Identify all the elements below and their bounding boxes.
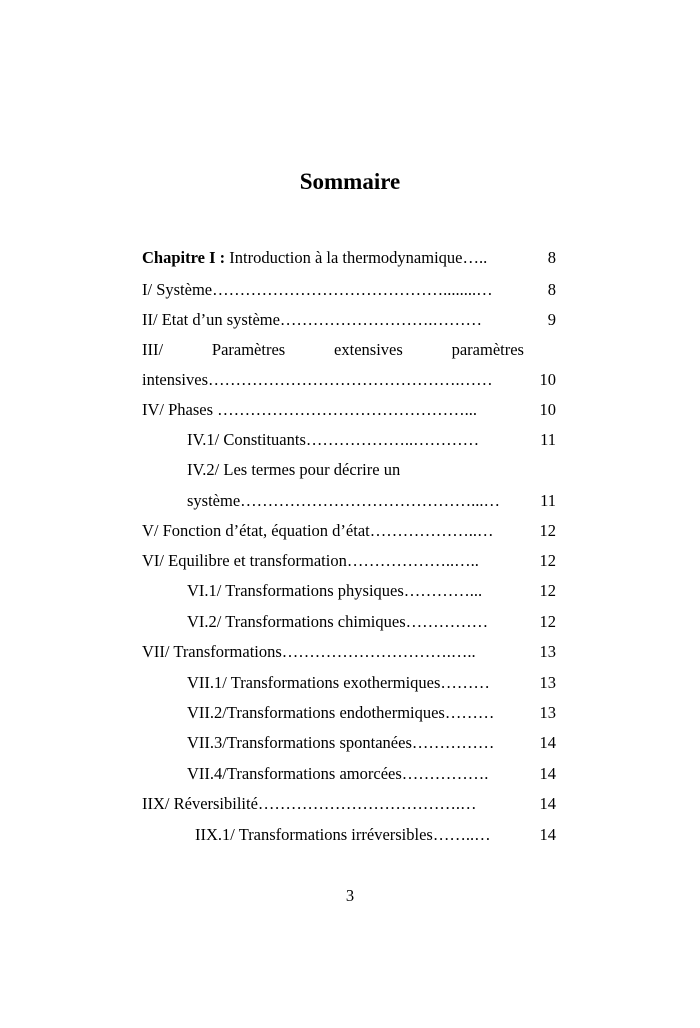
toc-entry-text: VII.4/Transformations amorcées……………. <box>187 764 489 783</box>
toc-subentry[interactable] <box>142 698 556 728</box>
toc-entry-text: VII.1/ Transformations exothermiques……… <box>187 673 490 692</box>
toc-entry[interactable] <box>142 395 556 425</box>
toc-entry[interactable] <box>142 516 556 546</box>
toc-page-number: 11 <box>540 491 556 510</box>
toc-page-number: 12 <box>539 551 556 570</box>
toc-page-number: 10 <box>539 370 556 389</box>
toc-page-number: 12 <box>539 521 556 540</box>
toc-entry[interactable] <box>142 546 556 576</box>
toc-entry-text: IIX/ Réversibilité……………………………….… <box>142 794 477 813</box>
toc-entry-wrapped-line[interactable] <box>142 335 556 365</box>
toc-entry-text: IV.2/ Les termes pour décrire un <box>187 460 401 479</box>
toc-page-number: 14 <box>539 794 556 813</box>
toc-word: paramètres <box>451 340 524 359</box>
chapter-title: Introduction à la thermodynamique….. <box>225 248 488 267</box>
toc-entry-text: intensives……………………………………….…… <box>142 370 493 389</box>
toc-word: extensives <box>334 340 403 359</box>
toc-subentry[interactable] <box>142 668 556 698</box>
toc-entry[interactable] <box>142 305 556 335</box>
toc-entry[interactable] <box>142 365 556 395</box>
toc-entry[interactable] <box>142 637 556 667</box>
toc-entry[interactable] <box>142 275 556 305</box>
toc-page-number: 12 <box>539 612 556 631</box>
toc-page-number: 14 <box>539 825 556 844</box>
toc-page-number: 14 <box>539 733 556 752</box>
toc-entry-text: I/ Système……………………………………........… <box>142 280 493 299</box>
toc-page-number: 13 <box>539 673 556 692</box>
toc-entry-text: VI/ Equilibre et transformation………………..….. <box>142 551 479 570</box>
toc-page-number: 13 <box>539 703 556 722</box>
toc-entry-chapter-1[interactable] <box>142 243 556 273</box>
toc-page-number: 13 <box>539 642 556 661</box>
page-title: Sommaire <box>299 169 401 194</box>
toc-subentry[interactable] <box>142 759 556 789</box>
toc-page-number: 11 <box>540 430 556 449</box>
footer-page-number: 3 <box>345 886 355 905</box>
toc-page-number: 10 <box>539 400 556 419</box>
toc-subentry[interactable] <box>142 607 556 637</box>
toc-entry-text: VI.1/ Transformations physiques…………... <box>187 581 483 600</box>
toc-page-number: 9 <box>547 310 556 329</box>
toc-entry-text: système……………………………………...… <box>187 491 501 510</box>
toc-page-number: 12 <box>539 581 556 600</box>
toc-subentry[interactable] <box>142 728 556 758</box>
toc-entry-text <box>142 335 524 365</box>
chapter-label: Chapitre I : <box>142 248 226 267</box>
toc-entry-text: VII.3/Transformations spontanées…………… <box>187 733 495 752</box>
toc-entry-text: V/ Fonction d’état, équation d’état………………..… <box>142 521 494 540</box>
toc-page-number: 14 <box>539 764 556 783</box>
toc-subentry[interactable] <box>142 486 556 516</box>
toc-subentry[interactable] <box>142 820 556 850</box>
toc-entry-text: VI.2/ Transformations chimiques…………… <box>187 612 489 631</box>
toc-page-number: 8 <box>547 280 556 299</box>
toc-word: III/ <box>142 340 164 359</box>
toc-entry[interactable] <box>142 789 556 819</box>
toc-entry-text: IV/ Phases ………………………………………... <box>142 400 478 419</box>
toc-entry-text: IV.1/ Constituants………………..………… <box>187 430 480 449</box>
toc-word: Paramètres <box>211 340 286 359</box>
toc-page-number: 8 <box>547 248 556 267</box>
toc-subentry-wrapped-line[interactable] <box>142 455 556 485</box>
toc-entry-text: IIX.1/ Transformations irréversibles……..… <box>195 825 491 844</box>
toc-entry-text: II/ Etat d’un système……………………….……… <box>142 310 483 329</box>
toc-entry-text: VII.2/Transformations endothermiques……… <box>187 703 495 722</box>
toc-subentry[interactable] <box>142 425 556 455</box>
toc-entry-text: VII/ Transformations………………………….….. <box>142 642 476 661</box>
toc-subentry[interactable] <box>142 576 556 606</box>
toc-entry-text <box>142 243 487 273</box>
